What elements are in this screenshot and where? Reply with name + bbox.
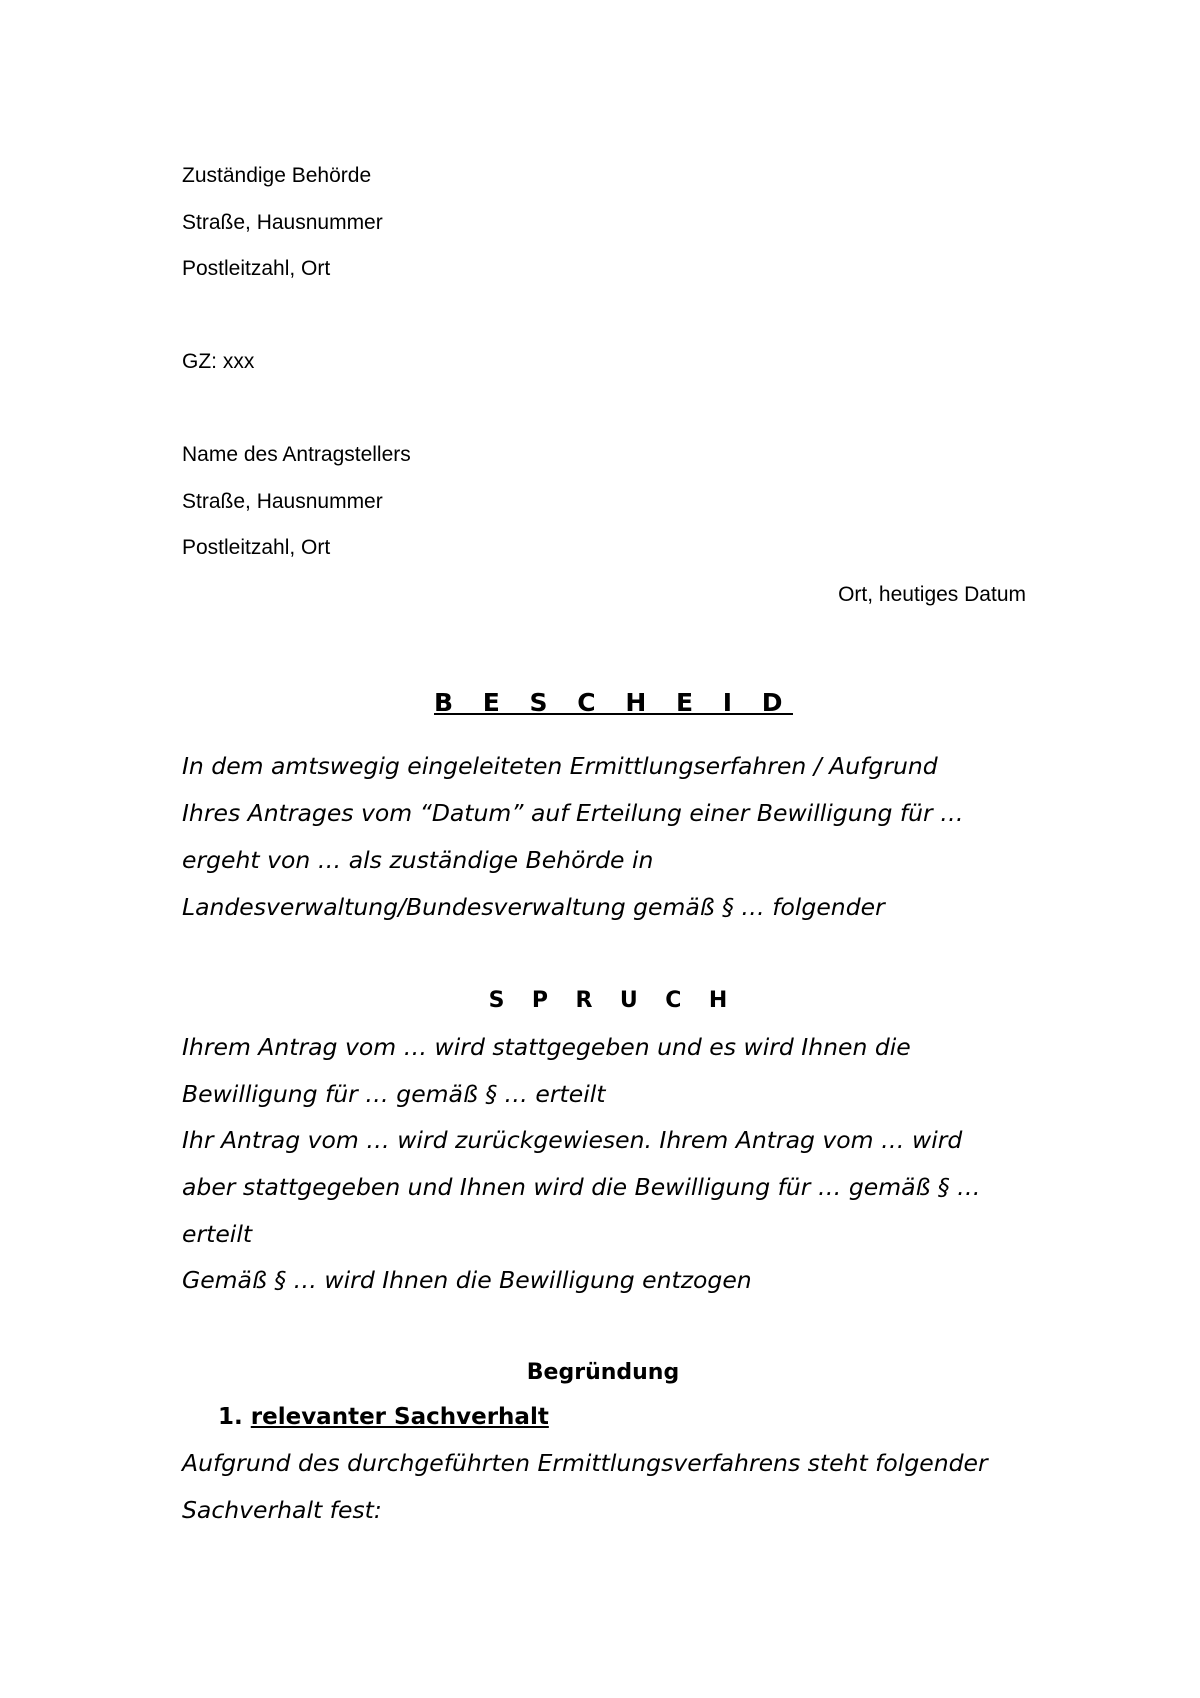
intro-line: Landesverwaltung/Bundesverwaltung gemäß § … folgender bbox=[182, 893, 885, 921]
reference-number: GZ: xxx bbox=[182, 350, 255, 373]
recipient-street: Straße, Hausnummer bbox=[182, 490, 383, 513]
place-date: Ort, heutiges Datum bbox=[838, 583, 1026, 606]
spruch-line: Ihrem Antrag vom … wird stattgegeben und es wird Ihnen die bbox=[182, 1033, 911, 1061]
section-1-line: Sachverhalt fest: bbox=[182, 1496, 382, 1524]
authority-name: Zuständige Behörde bbox=[182, 164, 372, 187]
intro-line: ergeht von … als zuständige Behörde in bbox=[182, 846, 654, 874]
intro-line: In dem amtswegig eingeleiteten Ermittlungserfahren / Aufgrund bbox=[182, 752, 938, 780]
document-title: B E S C H E I D bbox=[434, 688, 793, 717]
section-1-label: relevanter Sachverhalt bbox=[250, 1404, 549, 1430]
spruch-heading: S P R U C H bbox=[488, 988, 738, 1013]
section-1-line: Aufgrund des durchgeführten Ermittlungsverfahrens steht folgender bbox=[182, 1449, 988, 1477]
intro-line: Ihres Antrages vom “Datum” auf Erteilung einer Bewilligung für … bbox=[182, 799, 964, 827]
authority-street: Straße, Hausnummer bbox=[182, 211, 383, 234]
begruendung-heading: Begründung bbox=[526, 1360, 680, 1385]
spruch-line: erteilt bbox=[182, 1220, 253, 1248]
spruch-line: aber stattgegeben und Ihnen wird die Bewilligung für … gemäß § … bbox=[182, 1173, 981, 1201]
recipient-city: Postleitzahl, Ort bbox=[182, 536, 331, 559]
spruch-line: Gemäß § … wird Ihnen die Bewilligung entzogen bbox=[182, 1266, 752, 1294]
section-1-number: 1. bbox=[218, 1404, 243, 1430]
recipient-name: Name des Antragstellers bbox=[182, 443, 411, 466]
spruch-line: Bewilligung für … gemäß § … erteilt bbox=[182, 1080, 606, 1108]
authority-city: Postleitzahl, Ort bbox=[182, 257, 331, 280]
spruch-line: Ihr Antrag vom … wird zurückgewiesen. Ihrem Antrag vom … wird bbox=[182, 1126, 963, 1154]
section-1-heading bbox=[218, 1404, 549, 1430]
